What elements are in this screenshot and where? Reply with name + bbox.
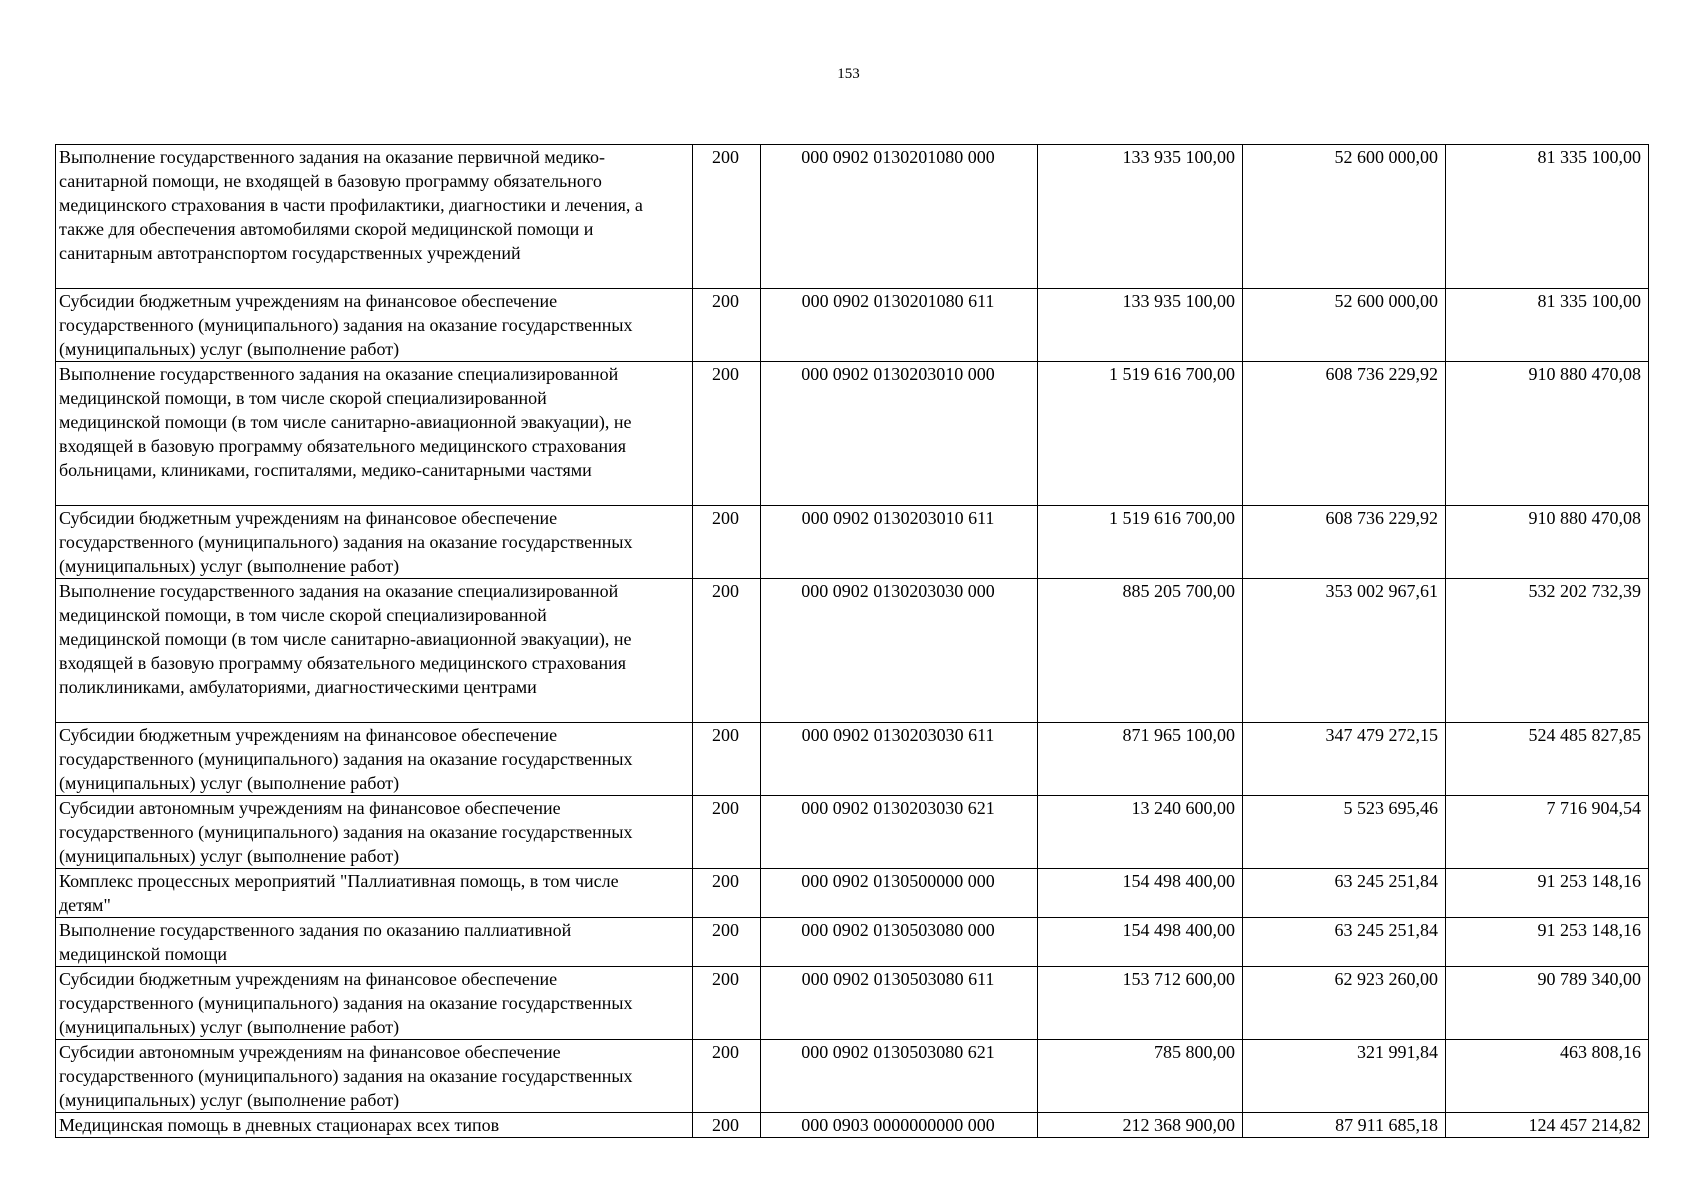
row-name: Субсидии бюджетным учреждениям на финансовое обеспечение государственного (муниципального) задания на оказание государственных (муниципальных) услуг (выполнение работ) — [56, 506, 693, 579]
unexecuted-amount: 532 202 732,39 — [1446, 579, 1649, 723]
row-name: Медицинская помощь в дневных стационарах всех типов — [56, 1113, 693, 1138]
row-name: Выполнение государственного задания по оказанию паллиативной медицинской помощи — [56, 918, 693, 967]
table-row — [56, 967, 1649, 1040]
row-name: Субсидии бюджетным учреждениям на финансовое обеспечение государственного (муниципального) задания на оказание государственных (муниципальных) услуг (выполнение работ) — [56, 723, 693, 796]
line-code: 200 — [693, 289, 761, 362]
unexecuted-amount: 81 335 100,00 — [1446, 289, 1649, 362]
row-name: Субсидии автономным учреждениям на финансовое обеспечение государственного (муниципального) задания на оказание государственных (муниципальных) услуг (выполнение работ) — [56, 796, 693, 869]
unexecuted-amount: 910 880 470,08 — [1446, 362, 1649, 506]
approved-amount: 785 800,00 — [1038, 1040, 1243, 1113]
line-code: 200 — [693, 145, 761, 289]
executed-amount: 52 600 000,00 — [1243, 145, 1446, 289]
line-code: 200 — [693, 506, 761, 579]
executed-amount: 63 245 251,84 — [1243, 869, 1446, 918]
unexecuted-amount: 124 457 214,82 — [1446, 1113, 1649, 1138]
approved-amount: 1 519 616 700,00 — [1038, 506, 1243, 579]
classification-code: 000 0902 0130203010 611 — [761, 506, 1038, 579]
line-code: 200 — [693, 723, 761, 796]
unexecuted-amount: 91 253 148,16 — [1446, 869, 1649, 918]
unexecuted-amount: 910 880 470,08 — [1446, 506, 1649, 579]
executed-amount: 62 923 260,00 — [1243, 967, 1446, 1040]
classification-code: 000 0903 0000000000 000 — [761, 1113, 1038, 1138]
classification-code: 000 0902 0130201080 000 — [761, 145, 1038, 289]
line-code: 200 — [693, 1113, 761, 1138]
classification-code: 000 0902 0130203030 621 — [761, 796, 1038, 869]
classification-code: 000 0902 0130500000 000 — [761, 869, 1038, 918]
table-row — [56, 723, 1649, 796]
table-row — [56, 796, 1649, 869]
line-code: 200 — [693, 362, 761, 506]
executed-amount: 5 523 695,46 — [1243, 796, 1446, 869]
classification-code: 000 0902 0130503080 621 — [761, 1040, 1038, 1113]
table-row — [56, 506, 1649, 579]
unexecuted-amount: 81 335 100,00 — [1446, 145, 1649, 289]
line-code: 200 — [693, 967, 761, 1040]
table-row — [56, 362, 1649, 506]
approved-amount: 153 712 600,00 — [1038, 967, 1243, 1040]
approved-amount: 154 498 400,00 — [1038, 918, 1243, 967]
table-row — [56, 579, 1649, 723]
classification-code: 000 0902 0130201080 611 — [761, 289, 1038, 362]
row-name: Субсидии бюджетным учреждениям на финансовое обеспечение государственного (муниципального) задания на оказание государственных (муниципальных) услуг (выполнение работ) — [56, 967, 693, 1040]
approved-amount: 1 519 616 700,00 — [1038, 362, 1243, 506]
unexecuted-amount: 90 789 340,00 — [1446, 967, 1649, 1040]
executed-amount: 321 991,84 — [1243, 1040, 1446, 1113]
line-code: 200 — [693, 579, 761, 723]
executed-amount: 52 600 000,00 — [1243, 289, 1446, 362]
approved-amount: 13 240 600,00 — [1038, 796, 1243, 869]
row-name: Комплекс процессных мероприятий "Паллиативная помощь, в том числе детям" — [56, 869, 693, 918]
executed-amount: 63 245 251,84 — [1243, 918, 1446, 967]
unexecuted-amount: 524 485 827,85 — [1446, 723, 1649, 796]
row-name: Субсидии автономным учреждениям на финансовое обеспечение государственного (муниципального) задания на оказание государственных (муниципальных) услуг (выполнение работ) — [56, 1040, 693, 1113]
table-row — [56, 1040, 1649, 1113]
approved-amount: 871 965 100,00 — [1038, 723, 1243, 796]
page-number: 153 — [837, 66, 860, 82]
line-code: 200 — [693, 918, 761, 967]
executed-amount: 608 736 229,92 — [1243, 362, 1446, 506]
classification-code: 000 0902 0130203010 000 — [761, 362, 1038, 506]
table-row — [56, 145, 1649, 289]
row-name: Выполнение государственного задания на оказание специализированной медицинской помощи, в том числе скорой специализированной медицинской помощи (в том числе санитарно-авиационной эвакуации), не входящей в базовую программу обязательного медицинского страхования больницами, клиниками, госпиталями, медико-санитарными частями — [56, 362, 693, 506]
table-row — [56, 918, 1649, 967]
executed-amount: 353 002 967,61 — [1243, 579, 1446, 723]
table-row — [56, 289, 1649, 362]
executed-amount: 347 479 272,15 — [1243, 723, 1446, 796]
table-row — [56, 1113, 1649, 1138]
approved-amount: 885 205 700,00 — [1038, 579, 1243, 723]
executed-amount: 608 736 229,92 — [1243, 506, 1446, 579]
budget-table — [55, 144, 1649, 1138]
unexecuted-amount: 7 716 904,54 — [1446, 796, 1649, 869]
classification-code: 000 0902 0130203030 000 — [761, 579, 1038, 723]
approved-amount: 154 498 400,00 — [1038, 869, 1243, 918]
executed-amount: 87 911 685,18 — [1243, 1113, 1446, 1138]
table-row — [56, 869, 1649, 918]
line-code: 200 — [693, 796, 761, 869]
row-name: Выполнение государственного задания на оказание первичной медико- санитарной помощи, не входящей в базовую программу обязательного медицинского страхования в части профилактики, диагностики и лечения, а также для обеспечения автомобилями скорой медицинской помощи и санитарным автотранспортом государственных учреждений — [56, 145, 693, 289]
classification-code: 000 0902 0130503080 000 — [761, 918, 1038, 967]
unexecuted-amount: 463 808,16 — [1446, 1040, 1649, 1113]
line-code: 200 — [693, 869, 761, 918]
approved-amount: 212 368 900,00 — [1038, 1113, 1243, 1138]
line-code: 200 — [693, 1040, 761, 1113]
row-name: Выполнение государственного задания на оказание специализированной медицинской помощи, в том числе скорой специализированной медицинской помощи (в том числе санитарно-авиационной эвакуации), не входящей в базовую программу обязательного медицинского страхования поликлиниками, амбулаториями, диагностическими центрами — [56, 579, 693, 723]
unexecuted-amount: 91 253 148,16 — [1446, 918, 1649, 967]
approved-amount: 133 935 100,00 — [1038, 289, 1243, 362]
approved-amount: 133 935 100,00 — [1038, 145, 1243, 289]
classification-code: 000 0902 0130503080 611 — [761, 967, 1038, 1040]
row-name: Субсидии бюджетным учреждениям на финансовое обеспечение государственного (муниципального) задания на оказание государственных (муниципальных) услуг (выполнение работ) — [56, 289, 693, 362]
classification-code: 000 0902 0130203030 611 — [761, 723, 1038, 796]
